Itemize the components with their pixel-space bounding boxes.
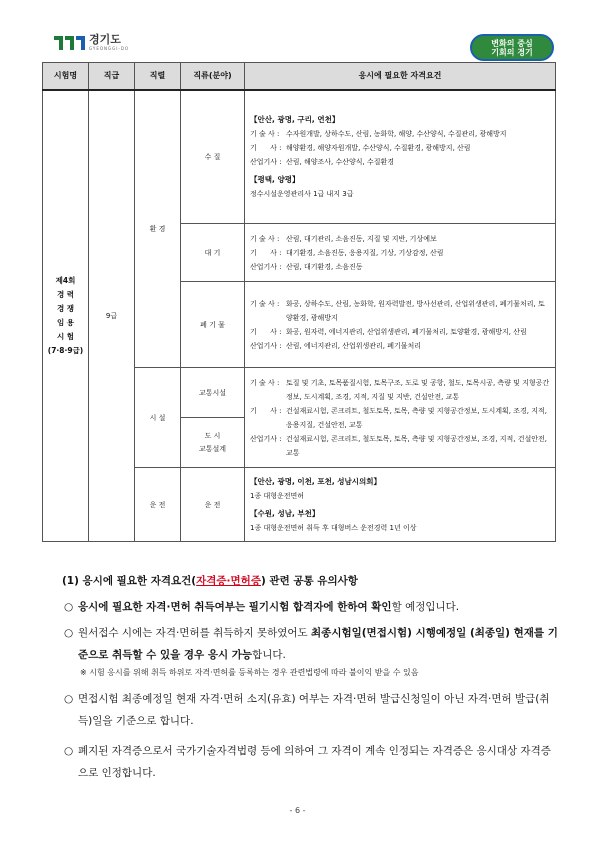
common-notes <box>58 573 558 784</box>
title-post: ) 관련 공통 유의사항 <box>260 575 358 587</box>
category-urban-transport <box>181 418 245 468</box>
label-industrial: 산업기사 : <box>250 341 282 350</box>
requirement-text: 건설재료시험, 콘크리트, 철도토목, 토목, 측량 및 지형공간정보, 조경, 지적, 건설안전, 교통 <box>286 434 547 457</box>
header-series: 직렬 <box>135 63 181 90</box>
logo-mark-icon <box>54 36 85 50</box>
badge-line1: 변화의 중심 <box>491 38 533 48</box>
exam-line: 시 험 <box>56 331 75 341</box>
label-engineer: 기 사 : <box>250 406 282 415</box>
requirement-text: 산림, 대기관리, 소음진동, 지질 및 지반, 기상예보 <box>286 234 437 243</box>
label-engineer: 기 사 : <box>250 143 282 152</box>
page-number: - 6 - <box>289 806 306 815</box>
title-pre: (1) 응시에 필요한 자격요건( <box>62 575 197 587</box>
requirement-text: 대기환경, 소음진동, 응용지질, 기상, 기상감정, 산림 <box>286 248 444 257</box>
note-text: 면접시험 최종예정일 현재 자격·면허 소지(유효) 여부는 자격·면허 발급신청일이 아닌 자격·면허 발급(취득)일을 기준으로 합니다. <box>78 693 550 727</box>
series-environment: 환 경 <box>135 90 181 368</box>
label-industrial: 산업기사 : <box>250 157 282 166</box>
requirement-text: 해양환경, 해양자원개발, 수산양식, 수질환경, 광해방지, 산림 <box>286 143 471 152</box>
gyeonggi-logo <box>54 34 129 51</box>
category-water: 수 질 <box>181 90 245 224</box>
requirement-text: 수자원개발, 상하수도, 산림, 농화학, 해양, 수산양식, 수질관리, 광해방지 <box>286 129 507 138</box>
bullet-icon: ○ <box>64 693 74 705</box>
exam-line: (7·8·9급) <box>47 345 84 355</box>
requirement-text: 건설재료시험, 콘크리트, 철도토목, 토목, 측량 및 지형공간정보, 도시계획, 조경, 지적, 응용지질, 건설안전, 교통 <box>286 406 547 429</box>
exam-line: 임 용 <box>56 317 75 327</box>
logo-sub: GYEONGGI-DO <box>89 46 130 51</box>
grade-cell: 9급 <box>89 90 135 542</box>
slogan-badge <box>470 34 554 61</box>
label-professional: 기 술 사 : <box>250 299 280 308</box>
exam-line: 경 쟁 <box>56 303 75 313</box>
note-item <box>58 596 558 618</box>
label-professional: 기 술 사 : <box>250 129 280 138</box>
page-header <box>54 34 554 62</box>
requirement-text: 산림, 해양조사, 수산양식, 수질환경 <box>286 157 395 166</box>
requirement-text: 1종 대형운전면허 취득 후 대형버스 운전경력 1년 이상 <box>250 523 417 532</box>
label-professional: 기 술 사 : <box>250 234 280 243</box>
header-requirements: 응시에 필요한 자격요건 <box>245 63 556 90</box>
note-bold: 응시에 필요한 자격·면허 취득여부는 필기시험 합격자에 한하여 확인 <box>78 601 392 613</box>
title-highlight: 자격증·면허증 <box>196 575 261 587</box>
facility-requirements <box>245 368 556 468</box>
notes-title <box>62 573 558 588</box>
label-engineer: 기 사 : <box>250 327 282 336</box>
label-engineer: 기 사 : <box>250 248 282 257</box>
header-exam: 시험명 <box>43 63 89 90</box>
table-header-row <box>43 63 556 90</box>
note-text: 합니다. <box>252 649 286 661</box>
bullet-icon: ○ <box>64 627 74 639</box>
note-text: 폐지된 자격증으로서 국가기술자격법령 등에 의하여 그 자격이 계속 인정되는 자격증은 응시대상 자격증으로 인정합니다. <box>78 745 551 779</box>
bullet-icon: ○ <box>64 745 74 757</box>
exam-name-cell <box>43 90 89 542</box>
note-text: 원서접수 시에는 자격·면허를 취득하지 못하였어도 <box>78 627 312 639</box>
qualification-table <box>42 62 556 542</box>
requirement-text: 토질 및 기초, 토목품질시험, 토목구조, 도로 및 공항, 철도, 토목시공, 측량 및 지형공간정보, 도시계획, 조경, 지적, 지질 및 지반, 건설안전, 교통 <box>286 378 550 401</box>
series-facility: 시 설 <box>135 368 181 468</box>
table-row <box>43 90 556 224</box>
urban-line2: 교통설계 <box>198 444 227 453</box>
requirement-text: 정수시설운영관리사 1급 내지 3급 <box>250 189 354 198</box>
drive-requirements <box>245 468 556 542</box>
header-category: 직류(분야) <box>181 63 245 90</box>
label-industrial: 산업기사 : <box>250 262 282 271</box>
note-item <box>58 740 558 784</box>
water-requirements <box>245 90 556 224</box>
category-waste: 폐 기 물 <box>181 282 245 368</box>
note-item <box>58 688 558 732</box>
requirement-text: 화공, 원자력, 에너지관리, 산업위생관리, 폐기물처리, 토양환경, 광해방지, 산림 <box>286 327 527 336</box>
bullet-icon: ○ <box>64 601 74 613</box>
category-transport: 교통시설 <box>181 368 245 418</box>
group-label: 【수원, 성남, 부천】 <box>250 508 320 518</box>
requirement-text: 산림, 에너지관리, 산업위생관리, 폐기물처리 <box>286 341 422 350</box>
category-air: 대 기 <box>181 224 245 282</box>
requirement-text: 산림, 대기환경, 소음진동 <box>286 262 363 271</box>
group-label: 【평택, 양평】 <box>250 174 300 184</box>
category-drive: 운 전 <box>181 468 245 542</box>
urban-line1: 도 시 <box>204 431 221 440</box>
logo-name: 경기도 <box>89 33 121 46</box>
sub-note: ※ 시험 응시를 위해 취득 하위로 자격·면허를 등록하는 경우 관련법령에 따라 불이익 받을 수 있음 <box>80 668 419 677</box>
label-industrial: 산업기사 : <box>250 434 282 443</box>
exam-line: 경 력 <box>56 289 75 299</box>
header-grade: 직급 <box>89 63 135 90</box>
note-bold: 최종시험일(면접시험) 시행예정일 (최종일) 현재를 기준으로 취득할 수 있을 경우 응시 가능 <box>78 627 558 661</box>
group-label: 【안산, 광명, 구리, 연천】 <box>250 114 340 124</box>
exam-line: 제4회 <box>55 275 76 285</box>
note-item <box>58 622 558 666</box>
note-text: 할 예정입니다. <box>391 601 460 613</box>
waste-requirements <box>245 282 556 368</box>
series-drive: 운 전 <box>135 468 181 542</box>
group-label: 【안산, 광명, 이천, 포천, 성남시의회】 <box>250 476 382 486</box>
requirement-text: 화공, 상하수도, 산림, 농화학, 원자력발전, 방사선관리, 산업위생관리, 폐기물처리, 토양환경, 광해방지 <box>286 299 545 322</box>
label-professional: 기 술 사 : <box>250 378 280 387</box>
requirement-text: 1종 대형운전면허 <box>250 491 305 500</box>
badge-line2: 기회의 경기 <box>491 47 533 57</box>
air-requirements <box>245 224 556 282</box>
